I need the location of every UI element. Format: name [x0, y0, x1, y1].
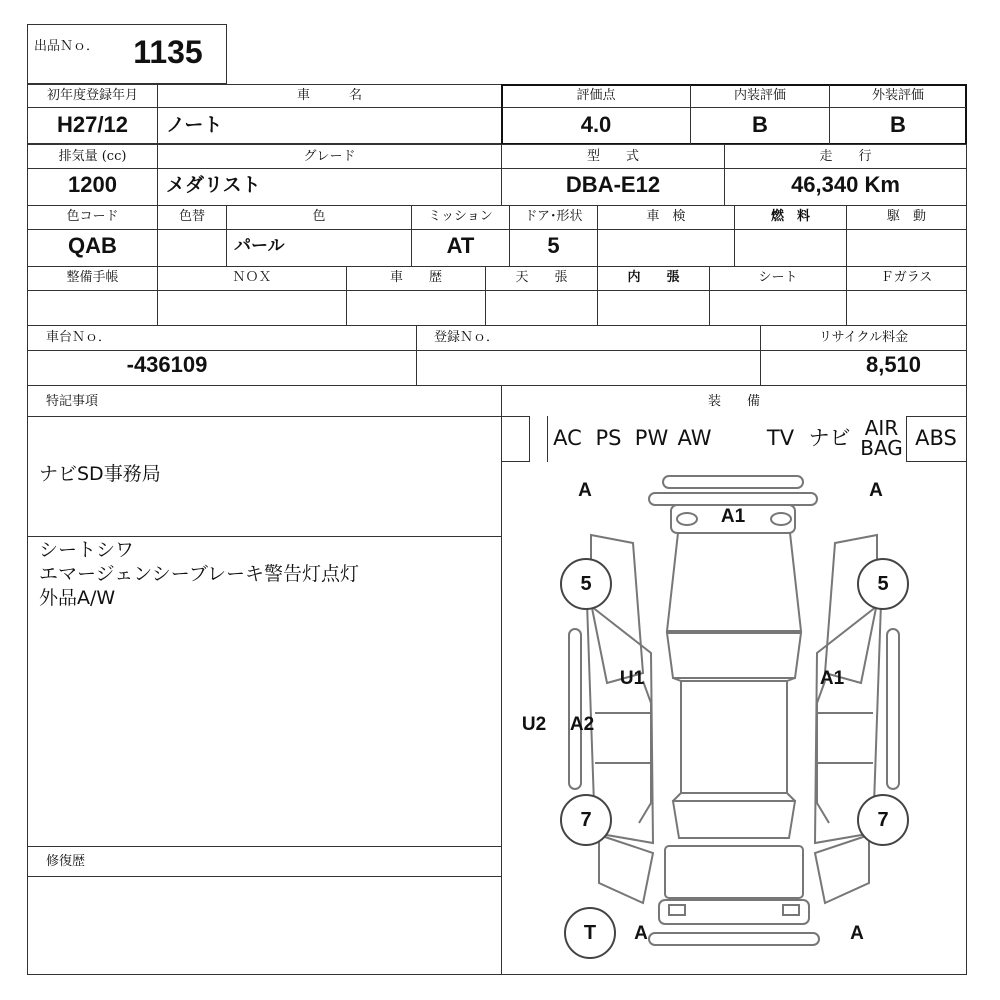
mark-front-bumper: A1 — [720, 506, 746, 527]
color-code: QAB — [68, 233, 117, 258]
recycle-fee: 8,510 — [865, 352, 922, 377]
label-divider — [27, 290, 967, 291]
interior-grade: B — [752, 112, 768, 137]
mark-wheel-rear-left: 7 — [560, 794, 612, 846]
chassis-label: 車台Ｎｏ． — [46, 330, 112, 345]
equip-pw: PW — [630, 416, 674, 462]
mark-roof-left: U1 — [619, 668, 645, 689]
color-label: 色 — [312, 209, 326, 224]
seat-label: シート — [758, 270, 798, 285]
recycle-label: リサイクル料金 — [818, 330, 909, 345]
transmission: AT — [446, 233, 475, 258]
equip-cell-blank — [529, 416, 548, 462]
doors: 5 — [547, 233, 560, 258]
model-label: 型 式 — [586, 149, 639, 164]
roof-trim-label: 天 張 — [515, 270, 568, 285]
repair-divider — [27, 846, 502, 847]
displacement: 1200 — [68, 172, 117, 197]
inspection-label: 車 検 — [646, 209, 686, 224]
mark-left-a2: A2 — [569, 714, 595, 735]
color-code-label: 色コード — [66, 209, 119, 224]
remark-note-1: ナビSD事務局 — [39, 463, 161, 485]
mark-front-right: A — [869, 480, 883, 501]
equip-navi: ナビ — [802, 416, 858, 462]
mark-wheel-rear-right: 7 — [857, 794, 909, 846]
mark-wheel-front-right: 5 — [857, 558, 909, 610]
label-divider — [27, 168, 967, 169]
doors-label: ドア･形状 — [524, 209, 583, 224]
remarks-label: 特記事項 — [46, 394, 99, 409]
equip-aw: AW — [673, 416, 717, 462]
listing-number-label: 出品Ｎｏ． — [34, 39, 100, 54]
remark-note-2: シートシワ エマージェンシーブレーキ警告灯点灯 外品A/W — [39, 539, 360, 609]
mark-right-side: A1 — [819, 668, 845, 689]
mileage: 46,340 Km — [791, 172, 900, 197]
mark-left-u2: U2 — [521, 714, 547, 735]
score: 4.0 — [580, 112, 612, 137]
label-divider — [27, 416, 502, 417]
fuel-label: 燃 料 — [770, 209, 810, 224]
registration-label: 登録Ｎｏ． — [434, 330, 500, 345]
drive-label: 駆 動 — [886, 209, 926, 224]
fglass-label: Ｆガラス — [880, 270, 933, 285]
mark-rear-left: A — [634, 923, 648, 944]
reg-year: H27/12 — [57, 112, 128, 137]
transmission-label: ミッション — [428, 209, 493, 224]
equip-tv: TV — [759, 416, 803, 462]
mileage-label: 走 行 — [819, 149, 872, 164]
mark-rear-right: A — [850, 923, 864, 944]
grade-label: グレード — [303, 149, 356, 164]
car-name-label: 車 名 — [296, 88, 362, 103]
grade: メダリスト — [166, 174, 261, 196]
equip-cell-blank — [716, 416, 760, 462]
equipment-label: 装 備 — [707, 394, 760, 409]
equip-ac: AC — [547, 416, 588, 462]
reg-year-label: 初年度登録年月 — [46, 88, 138, 103]
equip-abs: ABS — [915, 426, 957, 450]
interior-trim-label: 内 張 — [627, 270, 680, 285]
repair-history-label: 修復歴 — [46, 854, 86, 869]
displacement-label: 排気量 (cc) — [58, 149, 127, 164]
chassis-number: -436109 — [126, 352, 208, 377]
mark-front-left: A — [578, 480, 592, 501]
interior-label: 内装評価 — [733, 88, 786, 103]
equip-ps: PS — [587, 416, 631, 462]
car-name: ノート — [166, 114, 223, 136]
remarks-divider — [27, 536, 502, 537]
label-divider — [502, 107, 966, 108]
exterior-grade: B — [890, 112, 906, 137]
nox-label: ＮＯＸ — [232, 270, 272, 285]
model-code: DBA-E12 — [565, 172, 661, 197]
listing-number: 1135 — [133, 34, 203, 70]
label-divider — [27, 107, 502, 108]
repair-divider — [27, 876, 502, 877]
service-book-label: 整備手帳 — [66, 270, 119, 285]
history-label: 車 歴 — [389, 270, 442, 285]
color: パール — [234, 236, 285, 256]
mark-tire: T — [564, 907, 616, 959]
score-label: 評価点 — [576, 88, 616, 103]
repaint-label: 色替 — [178, 209, 205, 224]
equip-airbag: AIR BAG — [857, 416, 907, 462]
exterior-label: 外装評価 — [871, 88, 924, 103]
mark-wheel-front-left: 5 — [560, 558, 612, 610]
label-divider — [27, 229, 967, 230]
